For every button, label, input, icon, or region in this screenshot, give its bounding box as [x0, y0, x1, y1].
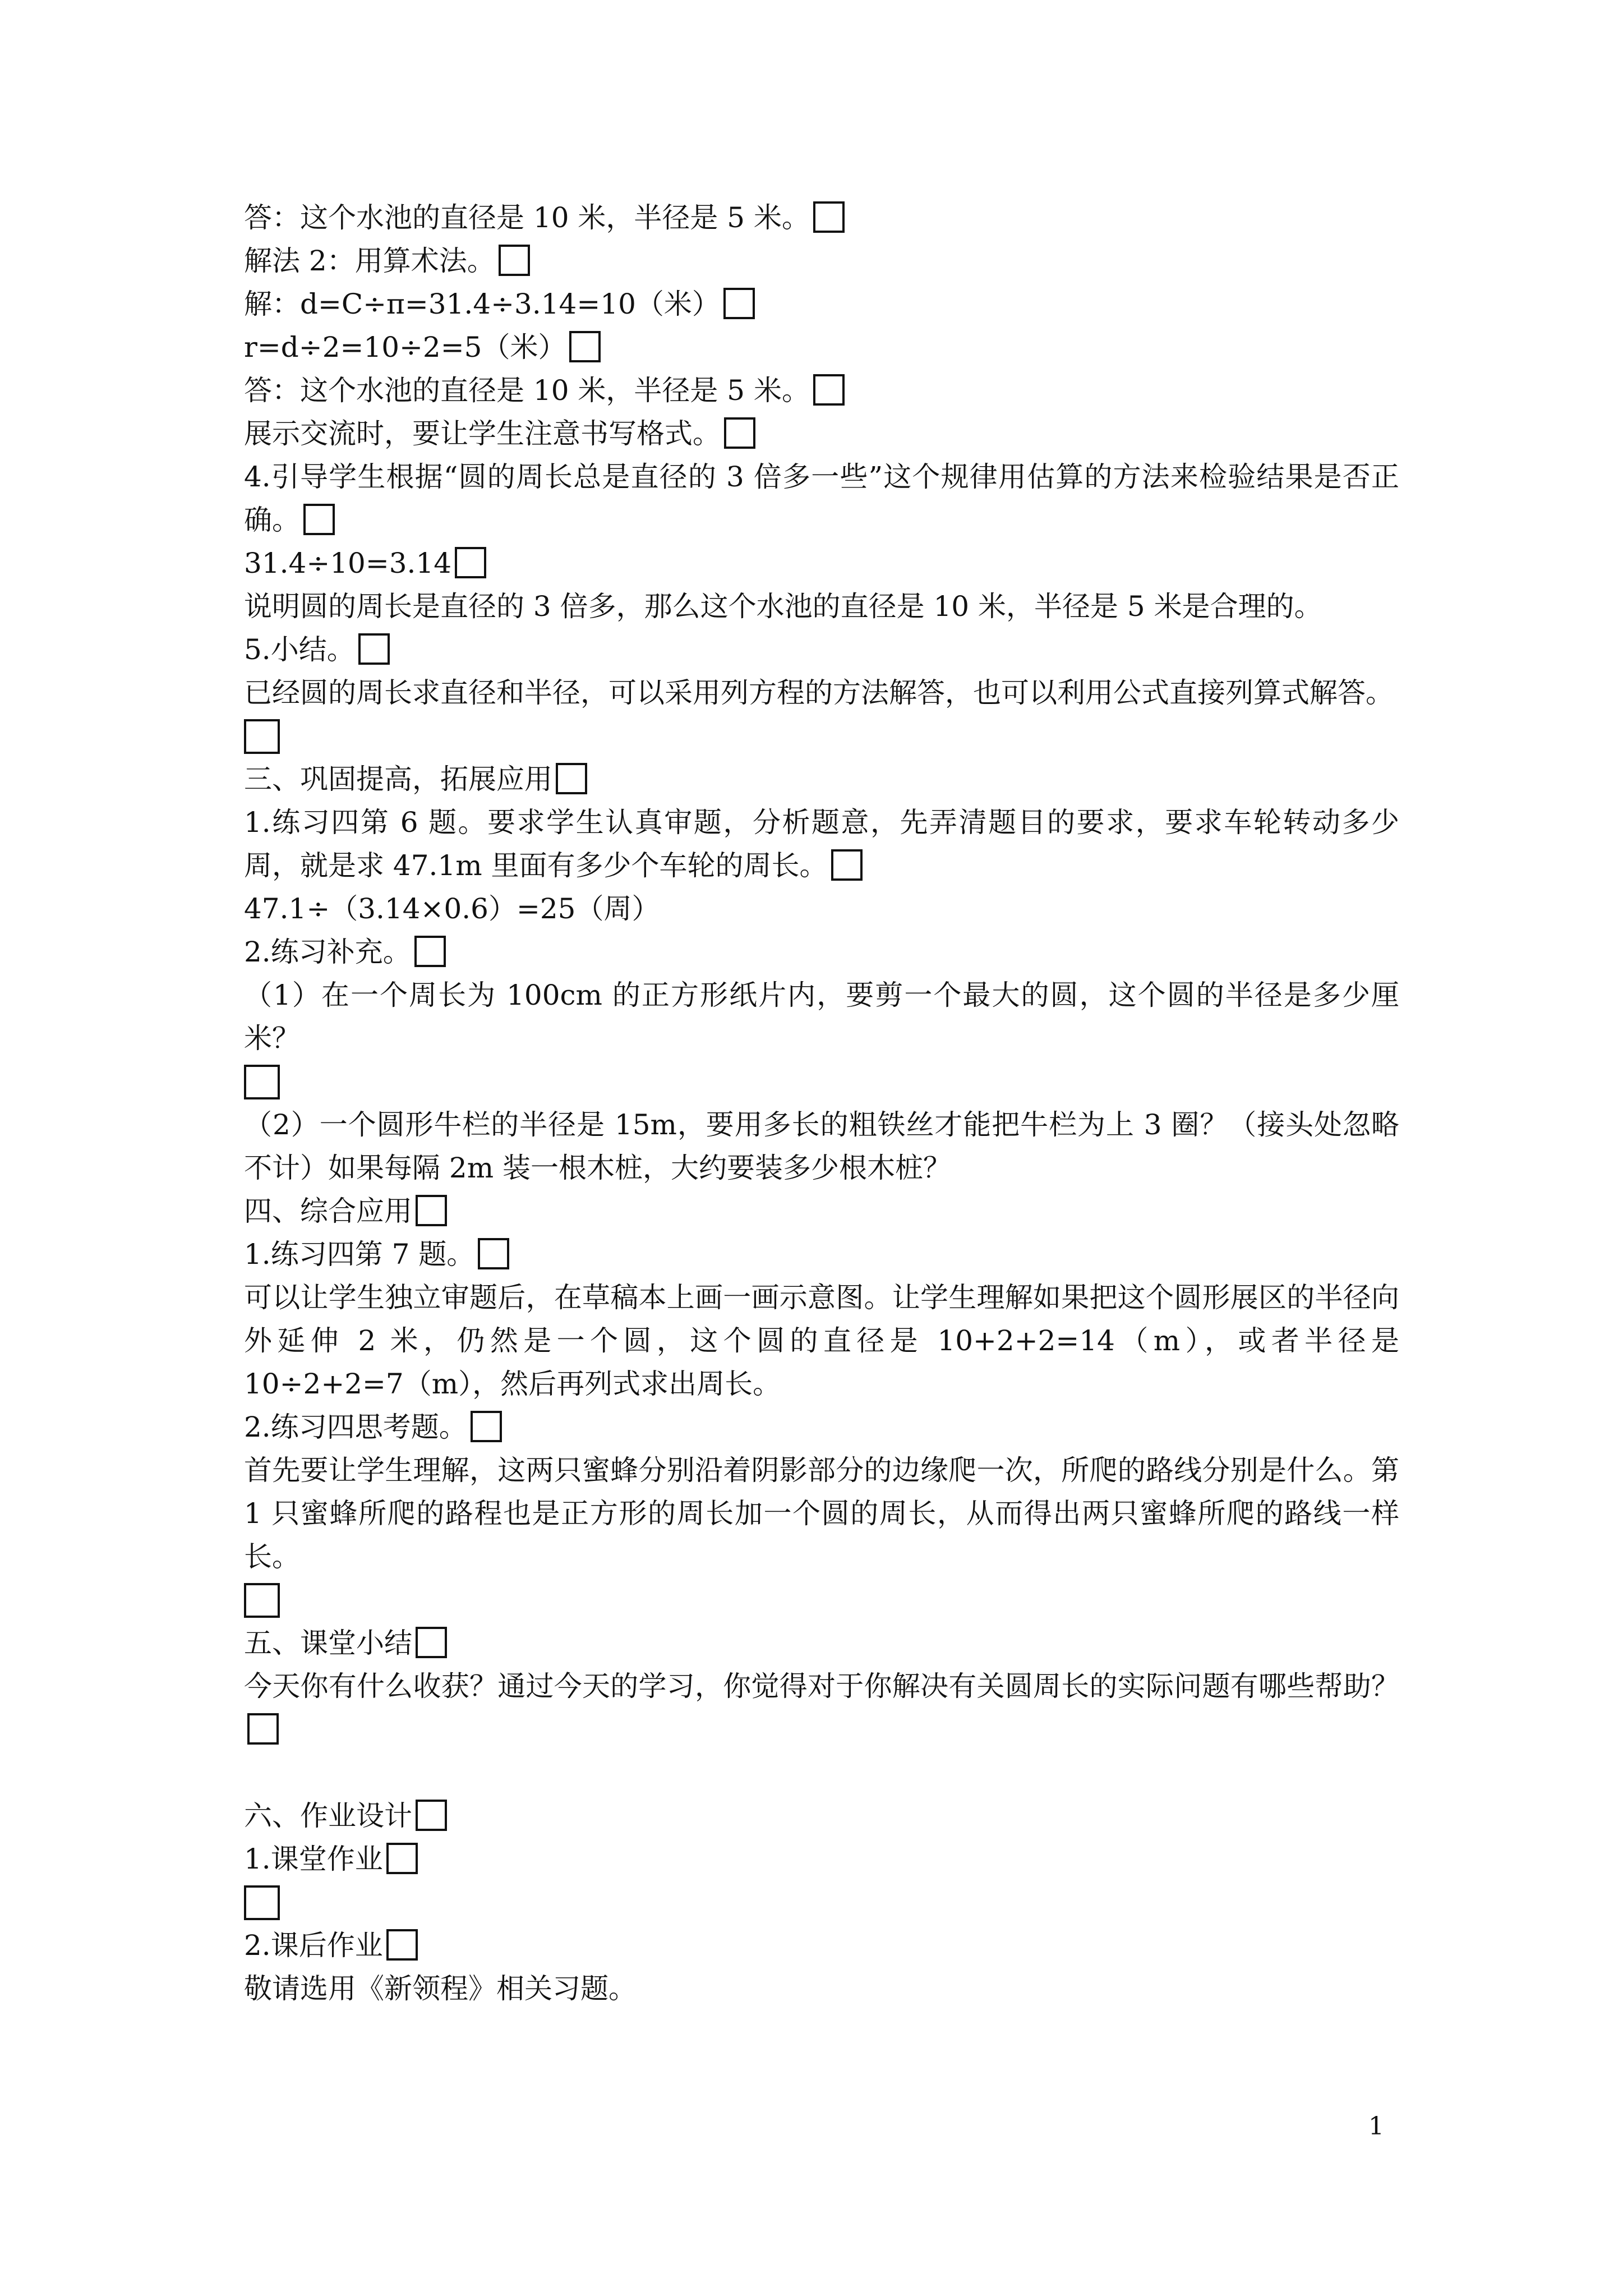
checkbox[interactable] [724, 417, 755, 449]
formula-line: 47.1÷（3.14×0.6）=25（周） [244, 892, 660, 925]
page-number: 1 [1368, 2112, 1384, 2141]
checkbox[interactable] [499, 245, 530, 276]
text-line: 敬请选用《新领程》相关习题。 [244, 1972, 637, 2005]
checkbox[interactable] [358, 633, 390, 665]
checkbox[interactable] [244, 1065, 280, 1099]
section-heading: 三、巩固提高，拓展应用 [244, 758, 1399, 801]
section-item: 1.练习四第 7 题。 [244, 1233, 1399, 1276]
section-item: 5.小结。 [244, 628, 1399, 671]
section-heading: 四、综合应用 [244, 1190, 1399, 1233]
checkbox[interactable] [416, 1195, 447, 1226]
checkbox[interactable] [478, 1238, 509, 1269]
checkbox[interactable] [416, 1800, 447, 1831]
checkbox[interactable] [556, 763, 587, 794]
checkbox[interactable] [414, 936, 446, 967]
section-heading: 五、课堂小结 [244, 1622, 1399, 1665]
text-line: 说明圆的周长是直径的 3 倍多，那么这个水池的直径是 10 米，半径是 5 米是合理的。 [244, 590, 1322, 623]
paragraph: 1.练习四第 6 题。要求学生认真审题，分析题意，先弄清题目的要求，要求车轮转动多少周，就是求 47.1m 里面有多少个车轮的周长。 [244, 806, 1399, 882]
paragraph: 可以让学生独立审题后，在草稿本上画一画示意图。让学生理解如果把这个圆形展区的半径向外延伸 2 米，仍然是一个圆，这个圆的直径是 10+2+2=14（m），或者半径是 10÷2+2=7（m），然后再列式求出周长。 [244, 1281, 1399, 1400]
answer-line: 答：这个水池的直径是 10 米，半径是 5 米。 [244, 196, 1399, 240]
checkbox[interactable] [247, 1713, 279, 1745]
checkbox[interactable] [244, 1583, 280, 1618]
checkbox[interactable] [455, 547, 486, 578]
formula-line: r=d÷2=10÷2=5（米） [244, 326, 1399, 369]
section-item: 2.练习四思考题。 [244, 1406, 1399, 1449]
section-heading: 六、作业设计 [244, 1795, 1399, 1838]
answer-line: 答：这个水池的直径是 10 米，半径是 5 米。 [244, 369, 1399, 412]
checkbox[interactable] [471, 1411, 502, 1442]
checkbox[interactable] [813, 201, 845, 233]
paragraph: 首先要让学生理解，这两只蜜蜂分别沿着阴影部分的边缘爬一次，所爬的路线分别是什么。第 1 只蜜蜂所爬的路程也是正方形的周长加一个圆的周长，从而得出两只蜜蜂所爬的路线一样长。 [244, 1454, 1399, 1573]
section-item: 2.练习补充。 [244, 931, 1399, 974]
document-body [244, 196, 1399, 2010]
blank-line [244, 1751, 1399, 1795]
solution-line: 解：d=C÷π=31.4÷3.14=10（米） [244, 283, 1399, 326]
checkbox[interactable] [386, 1929, 418, 1961]
paragraph: 4.引导学生根据“圆的周长总是直径的 3 倍多一些”这个规律用估算的方法来检验结果是否正确。 [244, 461, 1399, 536]
checkbox[interactable] [386, 1843, 418, 1874]
section-item: 2.课后作业 [244, 1924, 1399, 1967]
checkbox[interactable] [303, 504, 335, 535]
checkbox[interactable] [416, 1627, 447, 1658]
checkbox[interactable] [723, 288, 755, 319]
checkbox[interactable] [813, 374, 845, 406]
checkbox[interactable] [244, 719, 280, 754]
section-item: 1.课堂作业 [244, 1838, 1399, 1881]
checkbox[interactable] [569, 331, 601, 362]
checkbox[interactable] [831, 849, 863, 881]
paragraph: （1）在一个周长为 100cm 的正方形纸片内，要剪一个最大的圆，这个圆的半径是多少厘米？ [244, 979, 1399, 1055]
formula-line: 31.4÷10=3.14 [244, 542, 1399, 585]
paragraph: （2）一个圆形牛栏的半径是 15m，要用多长的粗铁丝才能把牛栏为上 3 圈？（接头处忽略不计）如果每隔 2m 装一根木桩，大约要装多少根木桩？ [244, 1108, 1399, 1184]
checkbox[interactable] [244, 1885, 280, 1920]
method-heading: 解法 2：用算术法。 [244, 240, 1399, 283]
paragraph: 今天你有什么收获？通过今天的学习，你觉得对于你解决有关圆周长的实际问题有哪些帮助？ [244, 1665, 1399, 1751]
paragraph: 已经圆的周长求直径和半径，可以采用列方程的方法解答，也可以利用公式直接列算式解答。 [244, 677, 1394, 709]
text-line: 展示交流时，要让学生注意书写格式。 [244, 412, 1399, 455]
